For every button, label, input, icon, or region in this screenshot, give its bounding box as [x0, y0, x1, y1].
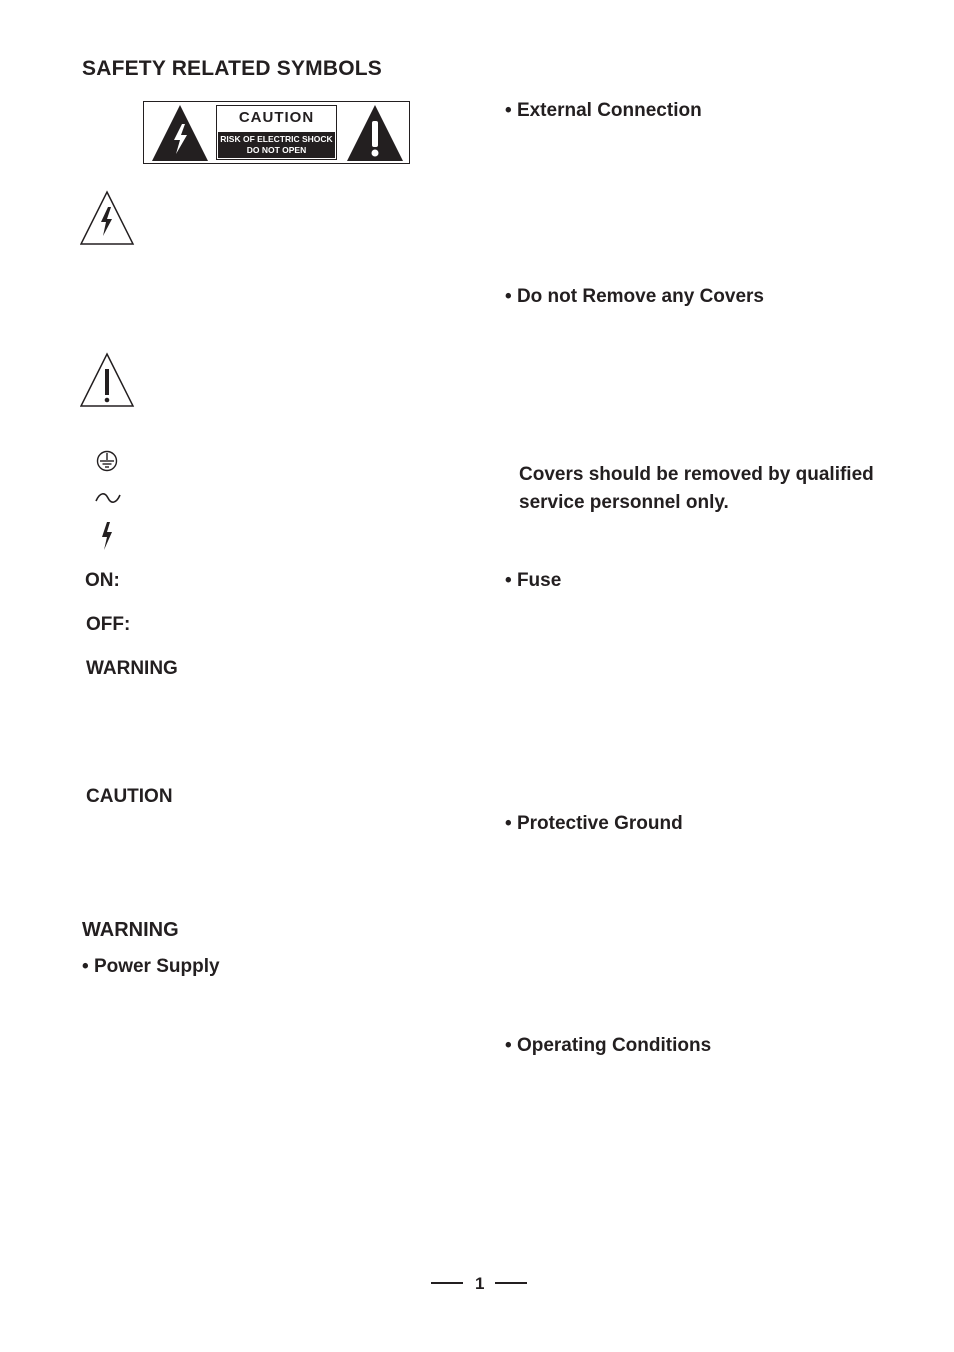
operating-conditions-item: • Operating Conditions — [505, 1035, 711, 1057]
protective-ground-item: • Protective Ground — [505, 813, 683, 835]
page-number-rule-right — [495, 1282, 527, 1284]
covers-note — [519, 461, 874, 517]
page-number: 1 — [475, 1274, 485, 1293]
caution-label-strip — [218, 132, 335, 158]
warning-label: WARNING — [86, 658, 178, 679]
caution-label-text: CAUTION — [86, 786, 173, 807]
covers-note-line1: Covers should be removed by qualified — [519, 464, 874, 485]
covers-note-line2: service personnel only. — [519, 492, 729, 513]
off-label: OFF: — [86, 614, 131, 635]
alternating-current-icon — [94, 488, 122, 508]
do-not-remove-covers-item: • Do not Remove any Covers — [505, 286, 764, 308]
warning-heading: WARNING — [82, 919, 179, 941]
lightning-in-triangle-icon — [80, 190, 136, 246]
on-label: ON: — [85, 570, 120, 591]
exclamation-in-triangle-icon — [80, 352, 136, 408]
exclamation-in-triangle-icon — [345, 104, 405, 162]
fuse-item: • Fuse — [505, 570, 561, 592]
external-connection-item: • External Connection — [505, 100, 702, 122]
caution-label-center — [216, 105, 337, 160]
hazardous-live-icon — [99, 521, 117, 551]
caution-label-line2: DO NOT OPEN — [246, 145, 307, 155]
page-number-rule-left — [431, 1282, 463, 1284]
lightning-in-triangle-icon — [150, 104, 210, 162]
page-title: SAFETY RELATED SYMBOLS — [82, 57, 382, 80]
caution-label-word: CAUTION — [238, 109, 315, 126]
power-supply-item: • Power Supply — [82, 956, 220, 978]
caution-label-line1: RISK OF ELECTRIC SHOCK — [220, 134, 333, 144]
protective-ground-icon — [96, 450, 120, 472]
